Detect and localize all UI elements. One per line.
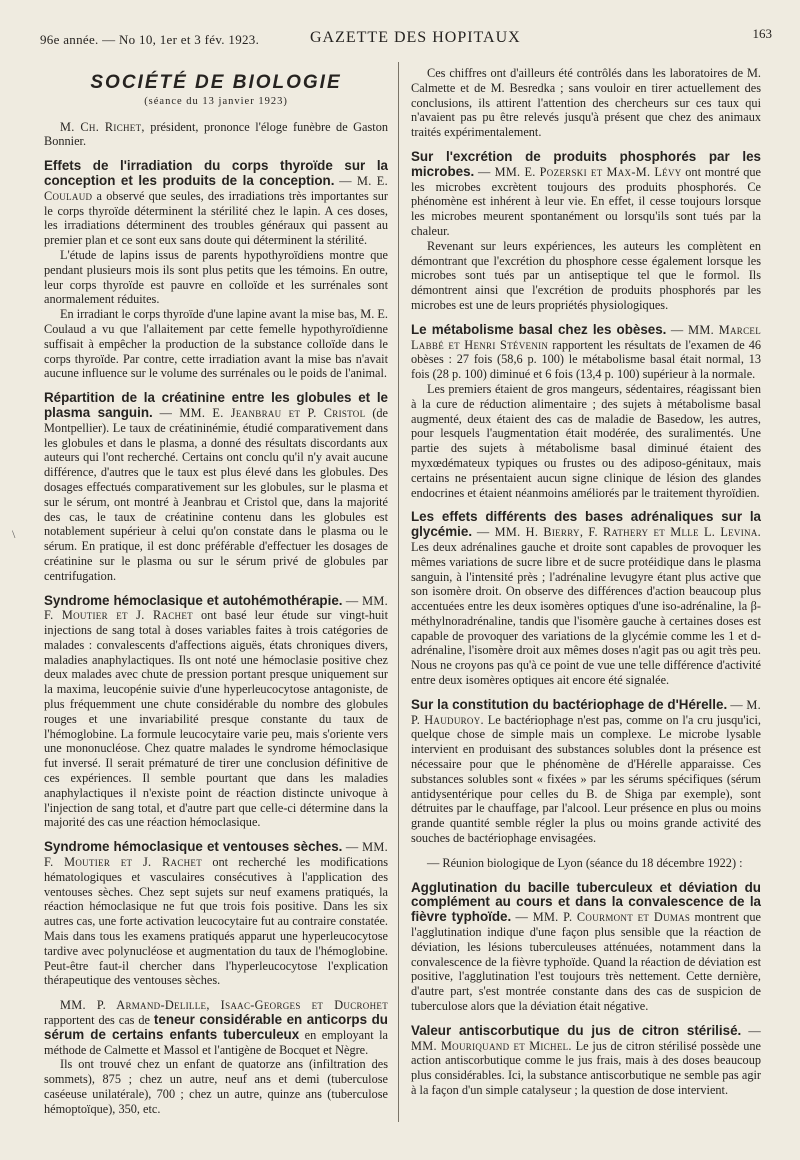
article-lead	[44, 594, 388, 831]
article-heading: Effets de l'irradiation du corps thyroïde sur la conception et les produits de la conception.	[44, 158, 388, 188]
article-body: en employant la méthode de Calmette et Massol et l'antigène de Bocquet et Nègre.	[44, 1027, 389, 1057]
intro-paragraph	[44, 120, 388, 150]
continuation-paragraph: Ces chiffres ont d'ailleurs été contrôlés dans les laboratoires de M. Calmette et de M. Besredka ; sans vouloir en tirer actuellement des conclusions, ils attirent l'attention des chercheurs sur ces taux qui n'avaient pas pu être relevés jusqu'à présent que chez des animaux traités expérimentalement.	[411, 66, 761, 140]
article-heading: Le métabolisme basal chez les obèses.	[411, 321, 667, 337]
article-metabolisme	[411, 323, 761, 501]
article-lead	[44, 391, 388, 583]
article-authors: — MM. Mouriquand et Michel.	[411, 1023, 762, 1053]
article-body: ont basé leur étude sur vingt-huit injections de sang total à doses variables faites à trois catégories de malades : convalescents d'affections aiguës, états chroniques divers, maladies anaphylactiques. Ils ont noté une hémoclasie positive chez deux malades avec chute de pression portant presque uniquement sur la maxima, leucopénie suivie d'une hyperleucocytose antagoniste, de plus fréquemment une chute considérable du nombre des globules rouges et une invariabilité presque constante du taux de l'hémoglobine. La formule leucocytaire varie peu, mais s'oriente vers une mononucléose. Chez quatre malades le syndrome hémoclasique fut inversé. Il serait prématuré de tirer une conclusion définitive de ces expériences. Il semble pourtant que dans les maladies anaphylactiques il n'existe point de réaction distincte univoque à l'injection de sang total, et d'autre part que celle-ci détermine dans la majorité des cas une réaction hémoclasique.	[44, 608, 389, 830]
article-heading: Syndrome hémoclasique et autohémothérapie.	[44, 592, 343, 608]
article-lead	[411, 881, 761, 1014]
lyon-meeting-heading: — Réunion biologique de Lyon (séance du 18 décembre 1922) :	[427, 855, 743, 870]
section-title: SOCIÉTÉ DE BIOLOGIE	[90, 72, 342, 93]
article-paragraph: Revenant sur leurs expériences, les auteurs les complètent en démontrant que l'excrétion du phosphore cesse également lorsque les microbes sont tués par un antiseptique tel que le formol. Ils démontrent ainsi que l'excrétion de produits phosphorés par les microbes est une de leurs propriétés physiologiques.	[411, 238, 761, 312]
article-body: ont recherché les modifications hématologiques et vasculaires consécutives à l'application des ventouses sèches. Chez sept sujets sur neuf examens pratiqués, la réaction hémoclasique ne fut que trois fois positive. Dans les six autres cas, une forte activation leucocytaire fut au contraire constatée. Mais dans tous les examens pratiqués apparut une hyperleucocytose tardive avec polynucléose et augmentation du taux de l'hémoglobine. Peut-être faut-il chercher dans l'hyperleucocytose l'explication thérapeutique des ventouses sèches.	[44, 855, 389, 988]
article-lead	[411, 323, 761, 382]
margin-mark: \	[12, 527, 16, 541]
article-lead	[411, 510, 761, 688]
article-heading: Les effets différents des bases adrénaliques sur la glycémie.	[411, 509, 761, 540]
page-number: 163	[752, 26, 772, 41]
article-heading: Sur l'excrétion de produits phosphorés par les microbes.	[411, 148, 761, 179]
intro-name: M. Ch. Richet,	[60, 119, 145, 134]
article-authors: — MM. P. Courmont et Dumas	[515, 910, 691, 925]
article-lead	[411, 698, 761, 846]
article-authors: — MM. E. Jeanbrau et P. Cristol	[159, 405, 366, 420]
article-body: rapportent les résultats de l'examen de 46 obèses : 27 fois (58,6 p. 100) le métabolisme basal était normal, 13 fois (28 p. 100) diminué et 6 fois (13,4 p. 100) supérieur à la normale.	[411, 337, 762, 382]
issue-info: 96e année. — No 10, 1er et 3 fév. 1923.	[40, 32, 260, 47]
article-authors: — MM. E. Pozerski et Max-M. Lévy	[477, 164, 682, 179]
article-lead	[44, 840, 388, 988]
article-authors: — M. P. Hauduroy.	[411, 697, 761, 727]
article-agglutination	[411, 881, 761, 1014]
article-creatinine	[44, 391, 388, 583]
article-paragraph: Les premiers étaient de gros mangeurs, sédentaires, réagissant bien à la cure de réduction alimentaire ; des sujets à métabolisme basal augmenté, deux étaient des cas de maladie de Basedow, les autres, pour lesquels l'augmentation était modérée, des suralimentés. Une partie des sujets à métabolisme basal diminué étaient des myxœdémateux typiques ou frustes ou des adiposo-génitaux, mais certains ne présentaient aucun signe clinique de lésion des glandes endocrines et étaient néanmoins améliorés par le traitement thyroïdien.	[411, 381, 761, 500]
article-heading: Répartition de la créatinine entre les globules et le plasma sanguin.	[44, 390, 388, 420]
article-body: ont montré que les microbes excrètent toujours des produits phosphorés. Ce phénomène est inhérent à leur vie. En effet, il cesse toujours lorsque les microbes meurent spontanément ou lorsqu'ils sont tués par la chaleur.	[411, 164, 762, 238]
lyon-meeting	[411, 856, 761, 871]
right-column	[411, 66, 761, 1098]
article-authors: — MM. H. Bierry, F. Rathery et Mlle L. Levina.	[476, 525, 761, 540]
journal-title: GAZETTE DES HOPITAUX	[310, 29, 521, 46]
article-lead	[411, 1024, 761, 1098]
article-heading: teneur considérable en anticorps du sérum de certains enfants tuberculeux	[44, 1012, 388, 1042]
article-body: montrent que l'agglutination indique d'une façon plus sensible que la réaction de déviation, les lésions tuberculeuses atténuées, notamment dans la convalescence de la fièvre typhoïde. Quand la réaction de déviation est positive, l'agglutination l'est toujours très nettement. Cette dernière, d'autre part, s'est montrée constante dans des cas de suspicion de tuberculose alors que la déviation était négative.	[411, 910, 762, 1014]
article-heading: Sur la constitution du bactériophage de d'Hérelle.	[411, 696, 728, 712]
article-heading: Agglutination du bacille tuberculeux et déviation du complément au cours et dans la convalescence de la fièvre typhoïde.	[411, 879, 761, 925]
article-lead	[411, 150, 761, 239]
article-heading: Valeur antiscorbutique du jus de citron stérilisé.	[411, 1022, 742, 1038]
article-heading: Syndrome hémoclasique et ventouses sèches.	[44, 839, 343, 855]
article-thyroide	[44, 159, 388, 381]
article-ventouses	[44, 840, 388, 988]
article-body: Les deux adrénalines gauche et droite sont capables de provoquer les mêmes variations de sucre libre et de sucre protéidique dans le plasma sanguin, à l'intensité près ; l'adrénaline levugyre étant plus active que son isomère droit. On observe des différences d'action beaucoup plus accentuées entre les deux isomères optiques d'une iso-adrénaline, la β-méthylnoradrénaline, tandis que l'isomère gauche à certaines doses est capable de provoquer des variations de la glycémie comme les 1 et d-adrénaline, l'isomère droit aux mêmes doses n'agit pas ou agit très peu. Nous ne croyons pas qu'à ce point de vue une telle différence d'activité entre deux isomères optiques ait encore été signalée.	[411, 539, 761, 688]
article-autohemotherapie	[44, 594, 388, 831]
article-paragraph: L'étude de lapins issus de parents hypothyroïdiens montre que pendant plusieurs mois ils sont plus petits que les témoins. En outre, leur corps thyroïde est pauvre en colloïde et les surrénales sont anormalement réduites.	[44, 247, 388, 307]
article-citron	[411, 1024, 761, 1098]
article-authors: — MM. F. Moutier et J. Rachet	[44, 840, 388, 870]
article-authors: — MM. Marcel Labbé et Henri Stévenin	[411, 322, 761, 352]
article-lead	[44, 998, 388, 1057]
session-date: (séance du 13 janvier 1923)	[144, 95, 288, 107]
article-lead-text: rapportent des cas de	[44, 1013, 150, 1028]
article-authors: — MM. F. Moutier et J. Rachet	[44, 593, 388, 623]
article-body: Le jus de citron stérilisé possède une action antiscorbutique comme le jus frais, mais à des doses beaucoup plus considérables. Ici, la substance antiscorbutique ne semble pas agir à la façon d'un simple catalyseur ; la question de dose intervient.	[411, 1038, 761, 1097]
article-paragraph: Ils ont trouvé chez un enfant de quatorze ans (infiltration des sommets), 875 ; chez un autre, neuf ans et demi (tuberculose caséeuse unilatérale), 700 ; chez un autre, quinze ans (tuberculose hémoptoïque), 350, etc.	[44, 1057, 388, 1116]
article-lead	[44, 159, 388, 248]
article-adrenaliques	[411, 510, 761, 688]
article-anticorps	[44, 998, 388, 1116]
article-paragraph: En irradiant le corps thyroïde d'une lapine avant la mise bas, M. E. Coulaud a vu que l'allaitement par cette femelle hypothyroïdienne suffisait à empêcher la production de la substance colloïde dans le corps thyroïde. Par contre, cette irradiation avant la mise bas n'avait aucune influence sur le volume des surrénales ou le poids de l'animal.	[44, 307, 388, 381]
article-bacteriophage	[411, 698, 761, 846]
column-divider	[398, 62, 399, 1122]
article-phosphores	[411, 150, 761, 313]
intro-text: président, prononce l'éloge funèbre de Gaston Bonnier.	[44, 119, 389, 149]
article-authors: — M. E. Coulaud	[44, 173, 388, 203]
article-body: (de Montpellier). Le taux de créatininémie, étudié comparativement dans les globules et dans le plasma, a donné des résultats discordants aux auteurs qui l'ont recherché. Certains ont conclu qu'il n'y avait aucune différence, d'autres que le taux est plus élevé dans les globules. Des dosages effectués comparativement sur les globules, sur le plasma et sur le sérum, ont montré à Jeanbrau et Cristol que, dans la majorité des cas, le taux de créatinine contenu dans les globules est notablement supérieur à celui qu'on constate dans le plasma ou le sérum. En pratique, il est donc préférable d'effectuer les dosages de créatinine sur le plasma ou sur le sérum privé de globules par centrifugation.	[44, 405, 389, 583]
running-header	[40, 26, 772, 52]
article-body: Le bactériophage n'est pas, comme on l'a cru jusqu'ici, quelque chose de simple mais un complexe. Le microbe lysable intervient en produisant des substances solubles dont la présence est nécessaire pour que le phénomène de d'Hérelle apparaisse. Ces substances solubles sont « fixées » par les sérums spécifiques (sérum antidysentérique pour celles du B. de Shiga par exemple), sont détruites par le chauffage, par l'alcool. Leur présence en plus ou moins grande quantité semble régler la plus ou moins grande activité des souches de bactériophage envisagées.	[411, 712, 761, 846]
article-authors: MM. P. Armand-Delille, Isaac-Georges et Ducrohet	[60, 998, 388, 1013]
article-body: a observé que seules, des irradiations très importantes sur le corps thyroïde déterminent la stérilité chez le lapin. A ces doses, les irradiations déterminent des troubles généraux qui passent au premier plan et ce sont eux sans doute qui déterminent la stérilité.	[44, 188, 388, 248]
left-column	[44, 66, 388, 1117]
